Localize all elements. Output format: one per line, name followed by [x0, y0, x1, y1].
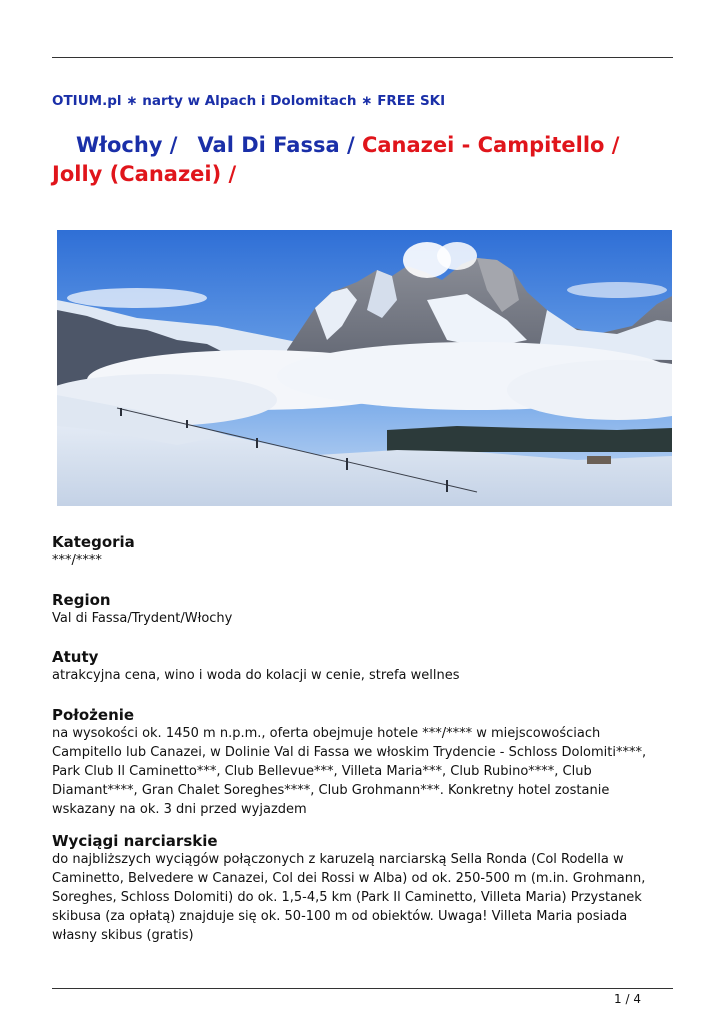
breadcrumb [52, 131, 677, 189]
breadcrumb-resort[interactable]: Canazei - Campitello / [361, 133, 620, 157]
breadcrumb-country[interactable]: Włochy / [76, 133, 178, 157]
section-region [52, 591, 672, 628]
region-value: Val di Fassa/Trydent/Włochy [52, 611, 233, 626]
section-polozenie [52, 706, 672, 819]
atuty-value: atrakcyjna cena, wino i woda do kolacji w cenie, strefa wellnes [52, 668, 460, 683]
polozenie-title: Położenie [52, 706, 135, 724]
section-kategoria [52, 533, 672, 570]
section-atuty [52, 648, 672, 685]
section-wyciagi [52, 832, 672, 945]
wyciagi-value: do najbliższych wyciągów połączonych z karuzelą narciarską Sella Ronda (Col Rodella w Caminetto, Belvedere w Canazei, Col dei Rossi w Alba) od ok. 250-500 m (m.in. Grohmann, Soreghes, Schloss Dolomiti) do ok. 1,5-4,5 km (Park Il Caminetto, Villeta Maria) Przystanek skibusa (za opłatą) znajduje się ok. 50-100 m od obiektów. Uwaga! Villeta Maria posiada własny skibus (gratis) [52, 852, 646, 943]
mountain-photo [57, 230, 672, 506]
region-title: Region [52, 591, 111, 609]
page-number: 1 / 4 [614, 992, 641, 1006]
kategoria-value: ***/**** [52, 553, 102, 568]
polozenie-value: na wysokości ok. 1450 m n.p.m., oferta obejmuje hotele ***/**** w miejscowościach Campitello lub Canazei, w Dolinie Val di Fassa we włoskim Trydencie - Schloss Dolomiti****, Park Club Il Caminetto***, Club Bellevue***, Villeta Maria***, Club Rubino****, Club Diamant****, Gran Chalet Soreghes****, Club Grohmann***. Konkretny hotel zostanie wskazany na ok. 3 dni przed wyjazdem [52, 726, 647, 817]
hero-image [57, 230, 672, 506]
header-divider [52, 57, 673, 58]
footer-divider [52, 988, 673, 989]
site-header: OTIUM.pl ∗ narty w Alpach i Dolomitach ∗ FREE SKI [52, 93, 446, 109]
atuty-title: Atuty [52, 648, 99, 666]
wyciagi-title: Wyciągi narciarskie [52, 832, 218, 850]
breadcrumb-region[interactable]: Val Di Fassa / [197, 133, 355, 157]
kategoria-title: Kategoria [52, 533, 135, 551]
breadcrumb-hotel[interactable]: Jolly (Canazei) / [52, 162, 237, 186]
